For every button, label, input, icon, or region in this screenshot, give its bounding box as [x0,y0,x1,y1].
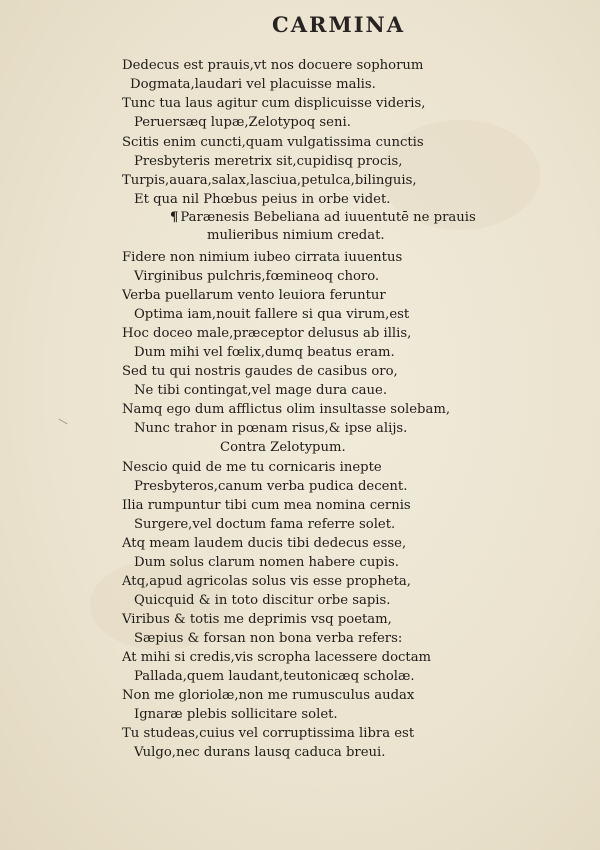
poem-line: Hoc doceo male,præceptor delusus ab illis, [122,326,412,341]
poem-line: Dum mihi vel fœlix,dumq beatus eram. [134,345,395,360]
poem-line: Atq,apud agricolas solus vis esse propheta, [122,574,411,589]
poem-line: Presbyteros,canum verba pudica decent. [134,479,408,494]
poem-line: Dedecus est prauis,vt nos docuere sophorum [122,58,424,73]
margin-mark [58,419,67,425]
poem-line: Dogmata,laudari vel placuisse malis. [130,77,376,92]
poem-line: Namq ego dum afflictus olim insultasse solebam, [122,402,451,417]
section-title-continued: mulieribus nimium credat. [207,228,385,243]
poem-line: Peruersæq lupæ,Zelotypoq seni. [134,115,351,130]
poem-line: Nescio quid de me tu cornicaris inepte [122,460,382,475]
poem-line: Optima iam,nouit fallere si qua virum,est [134,307,410,322]
poem-line: Surgere,vel doctum fama referre solet. [134,517,396,532]
poem-line: Ne tibi contingat,vel mage dura caue. [134,383,388,398]
poem-line: Tu studeas,cuius vel corruptissima libra est [122,726,415,741]
poem-line: Fidere non nimium iubeo cirrata iuuentus [122,250,403,265]
poem-line: Viribus & totis me deprimis vsq poetam, [122,612,392,627]
poem-line: Vulgo,nec durans lausq caduca breui. [134,745,386,760]
poem-line: Atq meam laudem ducis tibi dedecus esse, [122,536,407,551]
poem-line: Sæpius & forsan non bona verba refers: [134,631,403,646]
section-title-text: Parænesis Bebeliana ad iuuentutē ne prauis [180,210,476,225]
poem-line: Scitis enim cuncti,quam vulgatissima cunctis [122,135,424,150]
poem-line: Nunc trahor in pœnam risus,& ipse alijs. [134,421,408,436]
poem-line: Pallada,quem laudant,teutonicæq scholæ. [134,669,415,684]
poem-line: Ignaræ plebis sollicitare solet. [134,707,338,722]
poem-line: At mihi si credis,vis scropha lacessere doctam [122,650,432,665]
poem-line: Virginibus pulchris,fœmineoq choro. [134,269,380,284]
poem-line: Dum solus clarum nomen habere cupis. [134,555,399,570]
poem-line: Tunc tua laus agitur cum displicuisse videris, [122,96,426,111]
poem-line: Presbyteris meretrix sit,cupidisq procis, [134,154,403,169]
poem-line: Quicquid & in toto discitur orbe sapis. [134,593,391,608]
poem-line: Et qua nil Phœbus peius in orbe videt. [134,192,391,207]
pilcrow-icon: ¶ [170,210,179,225]
section-title [170,208,476,227]
poem-line: Turpis,auara,salax,lasciua,petulca,bilinguis, [122,173,417,188]
section-title: Contra Zelotypum. [220,440,346,455]
poem-line: Sed tu qui nostris gaudes de casibus oro, [122,364,398,379]
poem-line: Verba puellarum vento leuiora feruntur [122,288,386,303]
page-header: CARMINA [272,12,406,37]
poem-line: Non me gloriolæ,non me rumusculus audax [122,688,415,703]
poem-line: Ilia rumpuntur tibi cum mea nomina cernis [122,498,411,513]
